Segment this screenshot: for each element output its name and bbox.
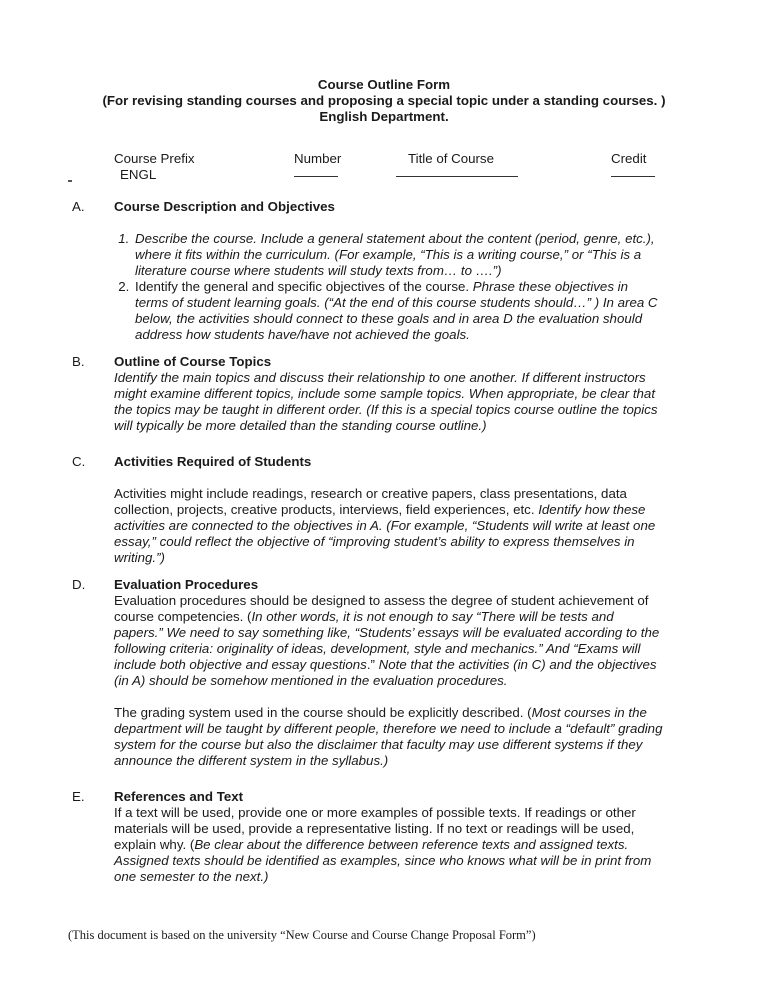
department-name: English Department. [319,109,449,124]
number-input-line[interactable] [294,176,338,177]
section-b-letter: B. [72,354,85,369]
section-a-body [114,199,664,343]
course-prefix-field [114,151,195,183]
section-e-text: If a text will be used, provide one or more examples of possible texts. If readings or other materials will be used, provide a representative listing. If no text or readings will be used, explain why. (Be clear about the difference between reference texts and assigned texts. Assigned texts should be identified as examples, since who knows what will be in print from one semester to the next.) [114,805,652,884]
section-e-body [114,789,664,885]
section-d-letter: D. [72,577,86,592]
credit-field [611,151,655,177]
title-of-course-field [396,151,518,177]
course-prefix-label: Course Prefix [114,151,195,166]
stray-dash-mark [68,180,72,182]
section-d-body [114,577,664,769]
footer-note: (This document is based on the university “New Course and Course Change Proposal Form”) [68,928,536,942]
section-c-body [114,454,664,566]
section-c-text: Activities might include readings, research or creative papers, class presentations, data collection, projects, creative products, interviews, field experiences, etc. Identify how these activities are connected to the objectives in A. (For example, “Students will write at least one essay,” could reflect the objective of “improving student’s ability to express themselves in writing.”) [114,486,656,565]
number-field [294,151,342,177]
title-of-course-input-line[interactable] [396,176,518,177]
objective-item-1: 1. Describe the course. Include a general statement about the content (period, genre, etc.), where it fits within the curriculum. (For example, “This is a writing course,” or “This is a literature course where students will study texts from… to ….”) [133,231,664,279]
objective-item-2: 2. Identify the general and specific objectives of the course. Phrase these objectives in terms of student learning goals. (“At the end of this course students should…” ) In area C below, the activities should connect to these goals and in area D the evaluation should address how students have/have not achieved the goals. [133,279,664,343]
credit-label: Credit [611,151,647,166]
section-c-letter: C. [72,454,86,469]
document-header [0,77,768,125]
section-e-letter: E. [72,789,85,804]
title-of-course-label: Title of Course [408,151,494,166]
course-prefix-value[interactable]: ENGL [120,167,157,182]
section-b-heading: Outline of Course Topics [114,354,272,369]
credit-input-line[interactable] [611,176,655,177]
section-d-heading: Evaluation Procedures [114,577,259,592]
number-label: Number [294,151,342,166]
section-d-paragraph-1: Evaluation procedures should be designed to assess the degree of student achievement of course competencies. (In other words, it is not enough to say “There will be tests and papers.” We need to say something like, “Students’ essays will be evaluated according to the following criteria: originality of ideas, development, style and mechanics.” And “Exams will include both objective and essay questions.” Note that the activities (in C) and the objectives (in A) should be somehow mentioned in the evaluation procedures. [114,593,660,688]
objectives-list [114,231,664,343]
section-c-heading: Activities Required of Students [114,454,312,469]
section-a-letter: A. [72,199,85,214]
section-d-paragraph-2: The grading system used in the course should be explicitly described. (Most courses in the department will be taught by different people, therefore we need to include a “default” grading system for the course but also the disclaimer that faculty may use different systems if they announce the different system in the syllabus.) [114,705,663,768]
document-title: Course Outline Form [317,77,451,92]
document-subtitle: (For revising standing courses and proposing a special topic under a standing courses. ) [102,93,666,108]
section-b-text: Identify the main topics and discuss their relationship to one another. If different instructors might examine different topics, include some sample topics. When appropriate, be clear that the topics may be taught in different order. (If this is a special topics course outline the topics will typically be more detailed than the standing course outline.) [114,370,658,433]
section-e-heading: References and Text [114,789,244,804]
section-b-body [114,354,664,434]
section-a-heading: Course Description and Objectives [114,199,335,214]
course-fields-row [0,151,768,191]
